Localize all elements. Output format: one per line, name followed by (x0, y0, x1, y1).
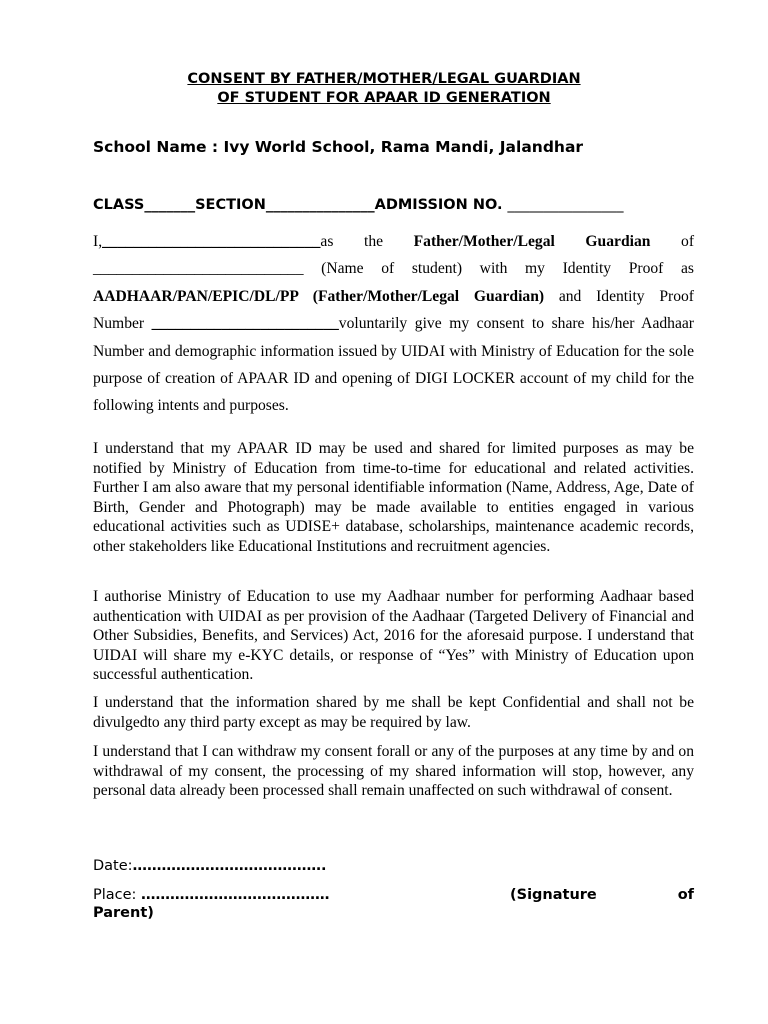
date-dots: …………………………………. (132, 858, 327, 874)
date-line (93, 857, 327, 876)
as-the-text: as the (320, 233, 414, 250)
section-label: SECTION_______________ (195, 197, 375, 213)
aadhaar-authentication-paragraph: I authorise Ministry of Education to use my Aadhaar number for performing Aadhaar based authentication with UIDAI as per provision of the Aadhaar (Targeted Delivery of Financial and Other Subsidies, Benefits, and Services) Act, 2016 for the aforesaid purpose. I understand that UIDAI will share my e-KYC details, or response of “Yes” with Ministry of Education upon successful authentication. (93, 588, 694, 683)
signature-word-2: of (677, 887, 694, 903)
title-line-1: CONSENT BY FATHER/MOTHER/LEGAL GUARDIAN (187, 71, 581, 87)
place-signature-block (93, 886, 694, 922)
identity-proof-types: AADHAAR/PAN/EPIC/DL/PP (Father/Mother/Legal Guardian) (93, 287, 545, 305)
apaar-usage-paragraph: I understand that my APAAR ID may be used and shared for limited purposes as may be notified by Ministry of Education from time-to-time for educational and related activities. Further I am also aware that my personal identifiable information (Name, Address, Age, Date of Birth, Gender and Photograph) may be made available to entities engaged in various educational activities such as UDISE+ database, scholarships, maintenance academic records, other stakeholders like Educational Institutions and recruitment agencies. (93, 440, 694, 555)
admission-label: ADMISSION NO. (374, 197, 508, 213)
student-name-text: (Name of student) with my Identity Proof as (303, 260, 694, 278)
parent-name-blank: ____________________________ (102, 233, 321, 250)
title-line-2: OF STUDENT FOR APAAR ID GENERATION (217, 90, 551, 106)
place-field (93, 886, 330, 904)
signature-label (510, 886, 694, 904)
student-name-blank: ___________________________ (93, 260, 304, 278)
consent-declaration-paragraph (93, 228, 694, 420)
date-label: Date: (93, 858, 133, 874)
class-label: CLASS_______ (93, 197, 196, 213)
class-section-admission-line (93, 196, 624, 215)
declaration-lead: I, (93, 233, 103, 250)
confidentiality-paragraph: I understand that the information shared by me shall be kept Confidential and shall not be divulgedto any third party except as may be required by law. (93, 694, 694, 731)
identity-proof-number-blank: ________________________ (151, 315, 339, 333)
signature-word-3: Parent) (93, 905, 154, 921)
of-text: of (650, 233, 695, 250)
identity-proof-text: and Identity Proof Number (93, 287, 694, 333)
signature-word-1: (Signature (510, 887, 597, 903)
withdrawal-paragraph: I understand that I can withdraw my consent forall or any of the purposes at any time by and on withdrawal of my consent, the processing of my shared information will stop, however, any personal data already been processed shall remain unaffected on such withdrawal of consent. (93, 743, 694, 799)
admission-blank: ________________ (507, 197, 624, 213)
guardian-text: Father/Mother/Legal Guardian (413, 233, 651, 250)
consent-text: voluntarily give my consent to share his/her Aadhaar Number and demographic information issued by UIDAI with Ministry of Education for the sole purpose of creation of APAAR ID and opening of DIGI LOCKER account of my child for the following intents and purposes. (93, 315, 694, 415)
place-label: Place: (93, 887, 142, 903)
place-dots: ………………………………… (141, 887, 330, 903)
document-title (0, 70, 768, 108)
school-name: School Name : Ivy World School, Rama Mandi, Jalandhar (93, 138, 584, 156)
